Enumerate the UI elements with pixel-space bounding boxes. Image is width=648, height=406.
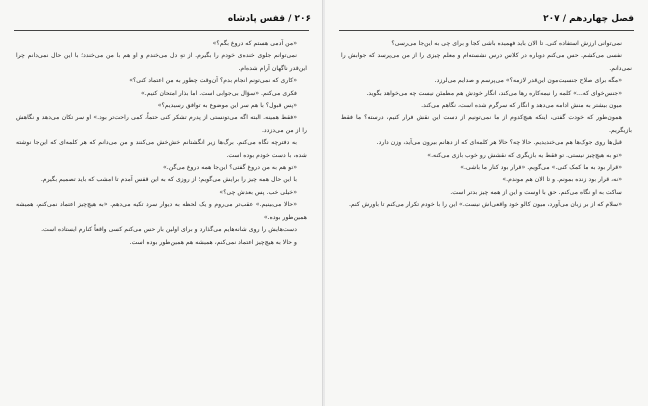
paragraph: نفسی می‌کشم. حس می‌کنم دوباره در کلاس درس نشسته‌ام و معلم چیزی را از من می‌پرسد که جوابش را نمی‌دانم. [341,52,632,72]
paragraph: «پس قبول؟ با هم سر این موضوع به توافق رسیدیم؟» [157,102,297,110]
paragraph: «سلام که از بر زبان می‌آورد، میون کالو خود واقعی‌اش نیست.» این را با خودم تکرار می‌کنم تا باورش کنم. [348,201,622,209]
paragraph: به دفترچه نگاه می‌کنم. برگ‌ها زیر انگشتانم خش‌خش می‌کنند و من می‌دانم که هر کلمه‌ای که این‌جا نوشته شده، با دست خودم بوده است. [16,139,307,159]
paragraph: ساکت به او نگاه می‌کنم. حق با اوست و این از همه چیز بدتر است. [450,188,622,196]
paragraph: «جنس‌خوای که...» کلمه را نیمه‌کاره رها می‌کند، انگار خودش هم مطمئن نیست چه می‌خواهد بگوید. [366,89,622,97]
paragraph: نمی‌توانم جلوی خنده‌ی خودم را بگیرم. از تهِ دل می‌خندم و او هم با من می‌خندد؛ با این حال نمی‌دانم چرا این‌قدر ناگهان آرام شده‌ام. [16,52,307,72]
right-page-body [341,38,632,396]
right-page [325,0,648,406]
paragraph: «خیلی خب. پس بعدش چی؟» [219,188,297,196]
left-page-body [16,38,307,396]
right-page-header: فصل چهاردهم / ۲۰۷ [543,14,634,24]
paragraph: «تو هم به من دروغ گفتی؟ این‌جا همه دروغ می‌گن.» [163,164,297,172]
paragraph: و حالا به هیچ‌چیز اعتماد نمی‌کنم، همیشه هم همین‌طور بوده است. [129,238,297,246]
left-page [0,0,323,406]
paragraph: نمی‌توانی ارزش استفاده کنی. تا الان باید فهمیده باشی کجا و برای چی به این‌جا می‌رسی؟ [391,40,622,47]
paragraph: فکری می‌کنم. «سؤال بی‌جوابی است. اما بذار امتحان کنیم.» [140,89,297,97]
paragraph: همون‌طور که خودت گفتی، اینکه هیچ‌کدوم از ما نمی‌تونیم از دست این نقش فرار کنیم، درسته؟ ما فقط بازیگریم. [341,114,632,134]
paragraph: «قرار بود به ما کمک کنی.» می‌گویم. «قرار بود کنار ما باشی.» [460,164,622,172]
left-page-header: ۲۰۶ / قفس پادشاه [227,14,311,24]
left-header-rule [14,30,309,31]
paragraph: «حالا می‌بینیم.» عقب‌تر می‌روم و یک لحظه به دیوار سرد تکیه می‌دهم. «به هیچ‌چیز اعتماد نمی‌کنم، همیشه همین‌طور بوده.» [16,201,307,221]
paragraph: «نه، قرار بود زنده بمونم. و تا الان هم موندم.» [502,176,622,184]
right-header-rule [339,30,634,31]
paragraph: «مگه برای صلاح جنسیت‌مون این‌قدر لازمه؟» می‌پرسم و صدایم می‌لرزد. [434,77,622,85]
paragraph: قبل‌ها روی جوک‌ها هم می‌خندیدیم. حالا چه؟ حالا هر کلمه‌ای که از دهانم بیرون می‌آید، وزن دارد. [376,139,622,147]
paragraph: با این حال همه چیز را برایش می‌گویم؛ از روزی که به این قفس آمدم تا امشب که باید تصمیم بگیرم. [40,176,297,184]
paragraph: «کاری که نمی‌تونم انجام بدم؟ آن‌وقت چطور به من اعتماد کنی؟» [129,77,297,85]
paragraph: میون بیشتر به منش ادامه می‌دهد و انگار که سرگرم شده است، نگاهم می‌کند. [421,102,622,110]
paragraph: دست‌هایش را روی شانه‌هایم می‌گذارد و برای اولین بار حس می‌کنم کسی واقعاً کنارم ایستاده است. [41,226,297,234]
paragraph: «من آدمی هستم که دروغ بگم؟» [212,40,297,47]
paragraph: «فقط همینه. البته اگه می‌تونستی از پدرم تشکر کنی حتماً، کمی راحت‌تر بود.» او سر تکان می‌دهد و نگاهش را از من می‌دزدد. [16,114,307,134]
paragraph: «تو به هیچ‌چیز نیستی. تو فقط یه بازیگری که نقشش رو خوب بازی می‌کنه.» [427,151,622,159]
